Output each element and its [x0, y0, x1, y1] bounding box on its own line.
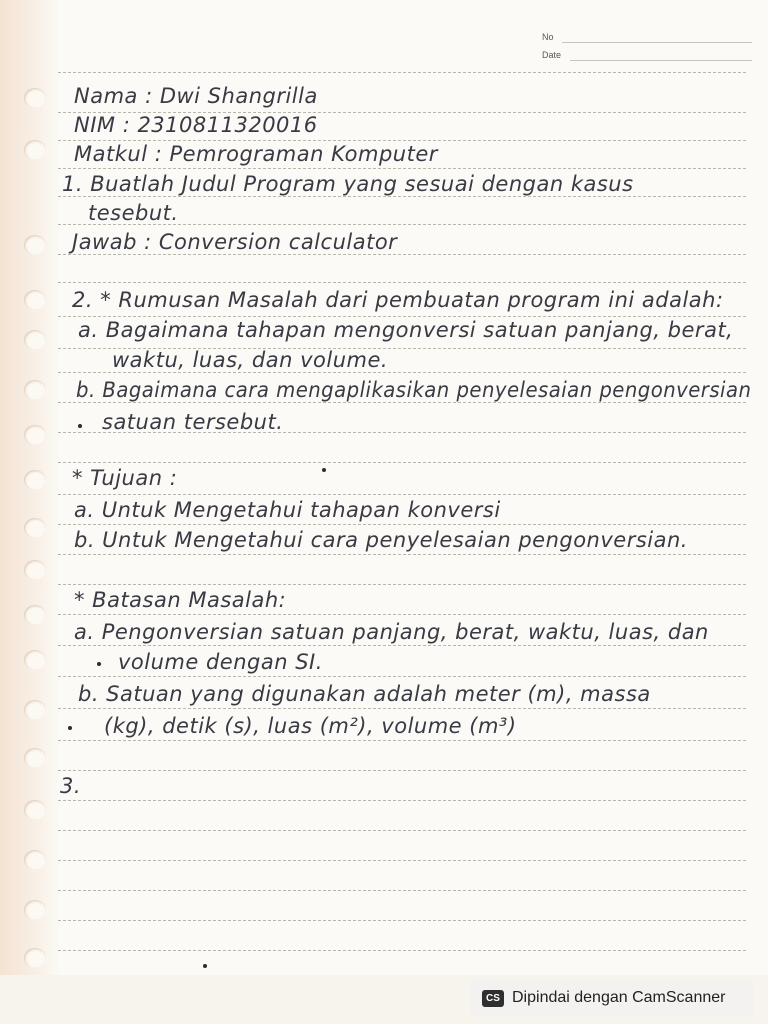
objectives-heading: * Tujuan :	[72, 466, 178, 490]
question-2-heading: 2. * Rumusan Masalah dari pembuatan program ini adalah:	[72, 288, 724, 312]
binder-hole	[24, 518, 46, 538]
ruled-line	[58, 316, 746, 317]
binder-hole	[24, 380, 46, 400]
answer-1-line: Jawab : Conversion calculator	[72, 230, 398, 254]
ruled-line	[58, 584, 746, 585]
pen-dot	[68, 726, 72, 730]
binder-hole	[24, 470, 46, 490]
nim-line: NIM : 2310811320016	[74, 113, 318, 137]
binder-hole	[24, 560, 46, 580]
binder-hole	[24, 88, 46, 108]
no-label: No	[542, 32, 554, 42]
ruled-line	[58, 860, 746, 861]
ruled-line	[58, 708, 746, 709]
binder-hole	[24, 800, 46, 820]
binder-hole	[24, 235, 46, 255]
ruled-line	[58, 372, 746, 373]
objective-b-line: b. Untuk Mengetahui cara penyelesaian pengonversian.	[74, 528, 688, 552]
problem-a-line-2: waktu, luas, dan volume.	[112, 348, 389, 372]
ruled-line	[58, 890, 746, 891]
pen-dot	[322, 468, 326, 472]
binder-hole	[24, 900, 46, 920]
ruled-line	[58, 524, 746, 525]
pen-dot	[78, 424, 82, 428]
camscanner-logo-icon: CS	[482, 990, 504, 1007]
binder-hole	[24, 605, 46, 625]
scope-b-line-1: b. Satuan yang digunakan adalah meter (m), massa	[78, 682, 651, 706]
camscanner-watermark	[470, 980, 754, 1016]
ruled-line	[58, 140, 746, 141]
binder-hole	[24, 700, 46, 720]
ruled-line	[58, 645, 746, 646]
ruled-line	[58, 800, 746, 801]
ruled-line	[58, 462, 746, 463]
ruled-line	[58, 740, 746, 741]
pen-dot	[97, 662, 101, 666]
ruled-line	[58, 554, 746, 555]
problem-b-line-1: b. Bagaimana cara mengaplikasikan penyelesaian pengonversian	[76, 378, 752, 402]
scope-heading: * Batasan Masalah:	[74, 588, 287, 612]
scope-a-line-1: a. Pengonversian satuan panjang, berat, waktu, luas, dan	[74, 620, 709, 644]
binder-hole	[24, 290, 46, 310]
ruled-line	[58, 282, 746, 283]
no-line	[562, 42, 752, 43]
ruled-line	[58, 72, 746, 73]
ruled-line	[58, 402, 746, 403]
ruled-line	[58, 950, 746, 951]
problem-b-line-2: satuan tersebut.	[102, 410, 284, 434]
date-line	[570, 60, 752, 61]
ruled-line	[58, 830, 746, 831]
binder-hole	[24, 140, 46, 160]
binder-hole	[24, 425, 46, 445]
ruled-line	[58, 168, 746, 169]
question-1-line-2: tesebut.	[88, 201, 179, 225]
ruled-line	[58, 196, 746, 197]
ruled-line	[58, 770, 746, 771]
date-label: Date	[542, 50, 562, 60]
binder-hole	[24, 748, 46, 768]
scope-b-line-2: (kg), detik (s), luas (m²), volume (m³)	[104, 714, 517, 738]
scope-a-line-2: volume dengan SI.	[118, 650, 323, 674]
binder-hole	[24, 650, 46, 670]
ruled-line	[58, 676, 746, 677]
problem-a-line-1: a. Bagaimana tahapan mengonversi satuan panjang, berat,	[78, 318, 734, 342]
question-3-line: 3.	[60, 774, 82, 798]
ruled-line	[58, 494, 746, 495]
course-line: Matkul : Pemrograman Komputer	[74, 142, 438, 166]
camscanner-text: Dipindai dengan CamScanner	[512, 989, 726, 1006]
objective-a-line: a. Untuk Mengetahui tahapan konversi	[74, 498, 501, 522]
ruled-line	[58, 254, 746, 255]
name-line: Nama : Dwi Shangrilla	[74, 84, 318, 108]
question-1-line-1: 1. Buatlah Judul Program yang sesuai dengan kasus	[62, 172, 634, 196]
binder-hole	[24, 330, 46, 350]
ruled-line	[58, 614, 746, 615]
binder-hole	[24, 850, 46, 870]
binder-hole	[24, 948, 46, 968]
pen-dot	[203, 964, 207, 968]
ruled-line	[58, 920, 746, 921]
